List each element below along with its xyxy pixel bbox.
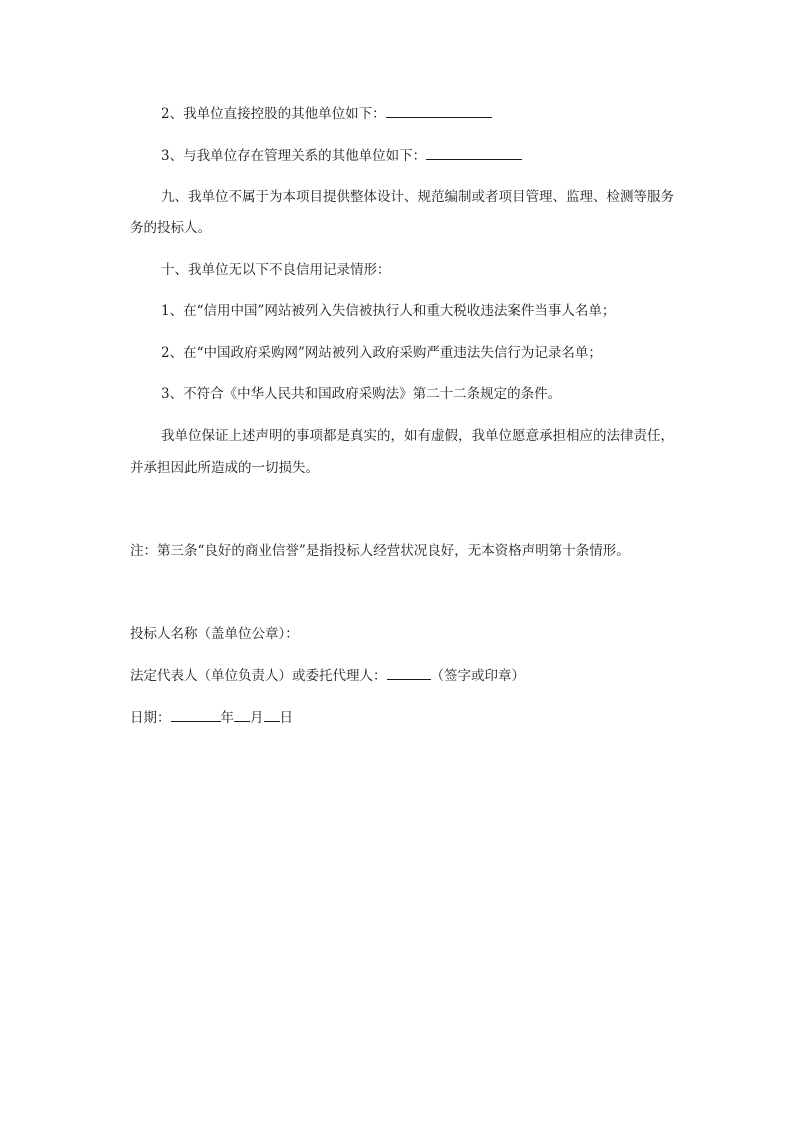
note-line: 注：第三条“良好的商业信誉”是指投标人经营状况良好，无本资格声明第十条情形。 <box>130 543 630 559</box>
managed-units-blank <box>426 145 522 160</box>
bidder-name-field: 投标人名称（盖单位公章）： <box>130 626 299 642</box>
date-year-blank <box>171 707 221 722</box>
date-month-blank <box>234 707 250 722</box>
item-controlled-units-label: 2、我单位直接控股的其他单位如下： <box>161 106 386 122</box>
clause-ten-item2: 2、在“中国政府采购网”网站被列入政府采购严重违法失信行为记录名单； <box>161 345 602 361</box>
date-day-blank <box>264 707 280 722</box>
clause-nine-line1: 九、我单位不属于为本项目提供整体设计、规范编制或者项目管理、监理、检测等服务 <box>161 189 674 205</box>
date-label: 日期： <box>130 710 171 726</box>
representative-label: 法定代表人（单位负责人）或委托代理人： <box>130 668 387 684</box>
date-month-label: 月 <box>250 710 264 726</box>
guarantee-line1: 我单位保证上述声明的事项都是真实的，如有虚假，我单位愿意承担相应的法律责任， <box>161 428 674 444</box>
clause-ten-item3: 3、不符合《中华人民共和国政府采购法》第二十二条规定的条件。 <box>161 386 562 402</box>
clause-nine-line2: 务的投标人。 <box>130 220 211 236</box>
guarantee-line2: 并承担因此所造成的一切损失。 <box>130 460 319 476</box>
representative-suffix: （签字或印章） <box>430 668 525 684</box>
representative-field <box>130 665 525 686</box>
date-year-label: 年 <box>220 710 234 726</box>
date-day-label: 日 <box>279 710 293 726</box>
date-field <box>130 707 293 728</box>
clause-ten-heading: 十、我单位无以下不良信用记录情形： <box>161 262 391 278</box>
item-controlled-units <box>161 103 492 124</box>
controlled-units-blank <box>386 103 492 118</box>
representative-signature-blank <box>387 665 431 680</box>
item-managed-units-label: 3、与我单位存在管理关系的其他单位如下： <box>161 148 427 164</box>
item-managed-units <box>161 145 522 166</box>
clause-ten-item1: 1、在“信用中国”网站被列入失信被执行人和重大税收违法案件当事人名单； <box>161 303 616 319</box>
